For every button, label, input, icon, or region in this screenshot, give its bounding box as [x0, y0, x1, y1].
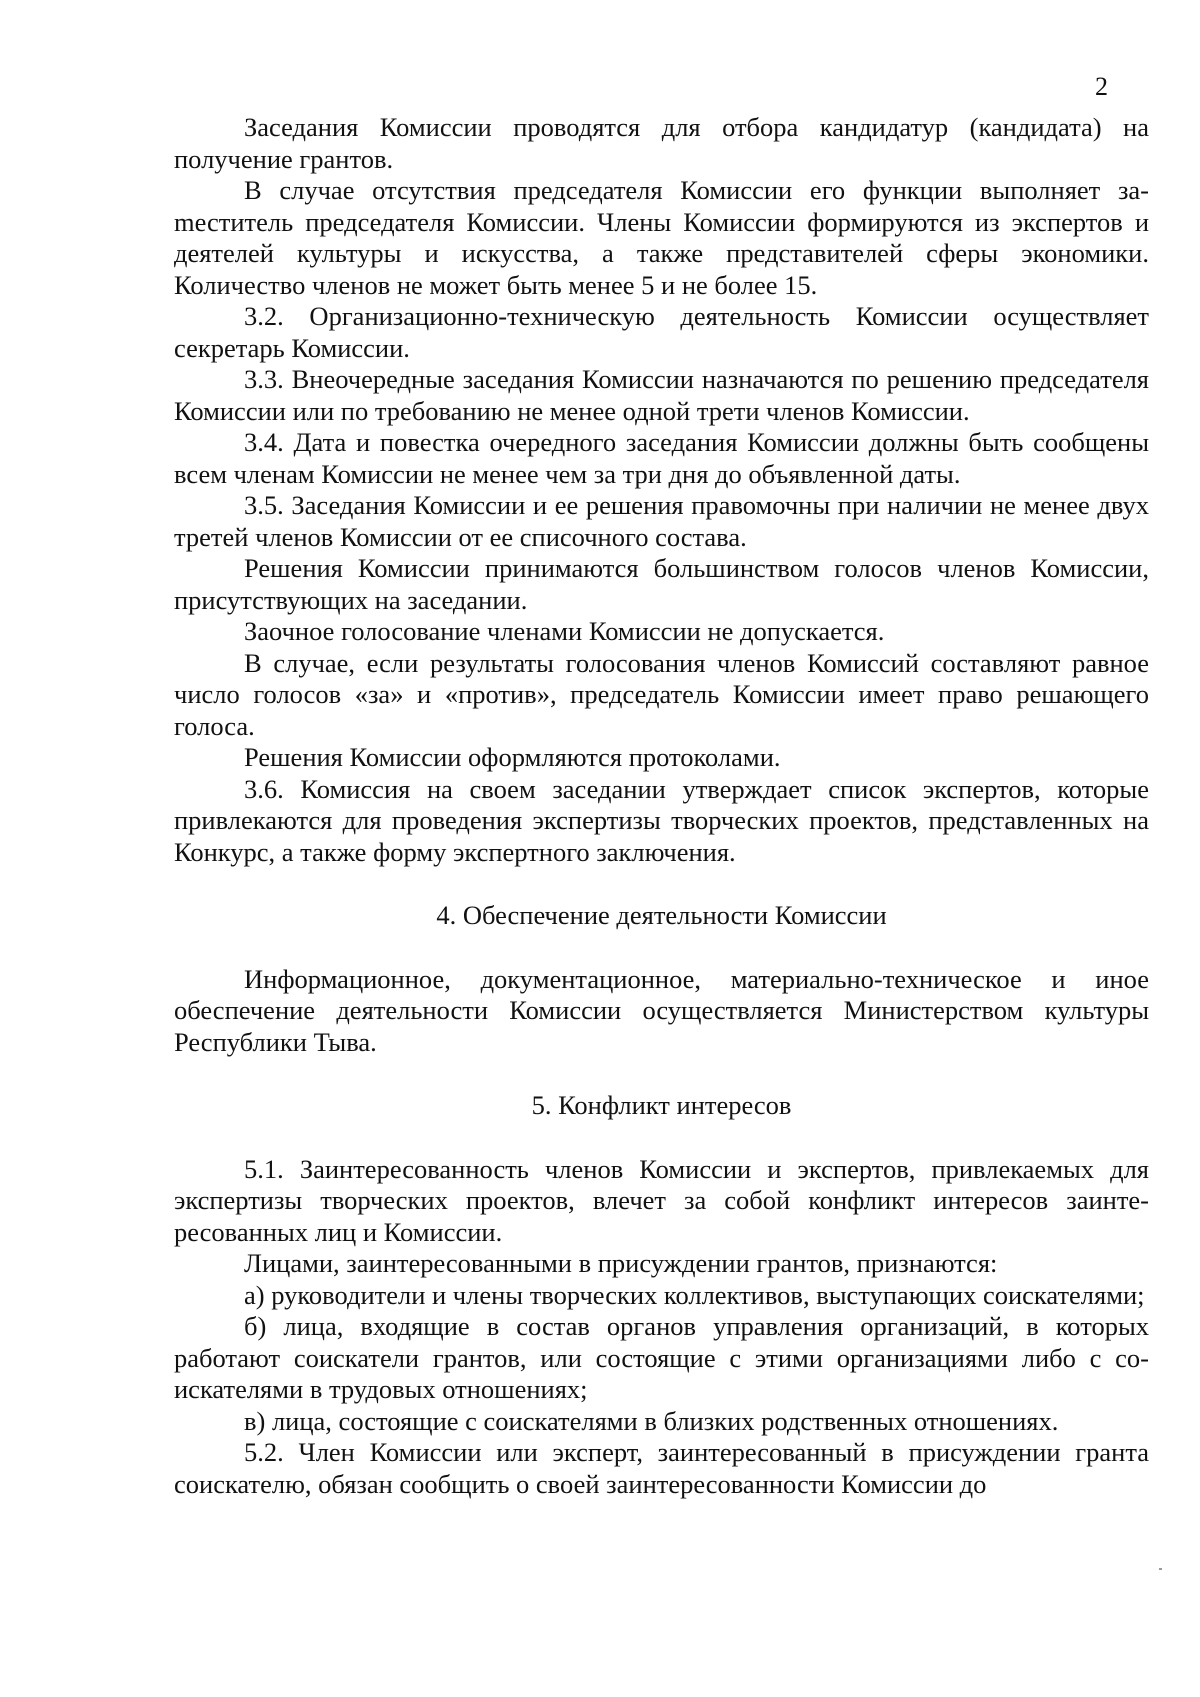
spacer: [174, 1122, 1149, 1154]
paragraph: 3.4. Дата и повестка очередного заседания Комиссии должны быть сообщены всем членам Комиссии не менее чем за три дня до объявленной даты.: [174, 427, 1149, 489]
spacer: [174, 1058, 1149, 1090]
section-heading: 4. Обеспечение деятельности Комиссии: [436, 900, 887, 930]
paragraph: Решения Комиссии принимаются большинством голосов членов Комиссии, присутствующих на заседании.: [174, 553, 1149, 615]
document-body: [174, 112, 1149, 1500]
paragraph: 3.5. Заседания Комиссии и ее решения правомочны при наличии не менее двух третей членов Комиссии от ее списочного состава.: [174, 490, 1149, 552]
paragraph: В случае отсутствия председателя Комиссии его функции выполняет заmеститель председателя Комиссии. Члены Комиссии формируются из экспертов и деятелей культуры и искусства, а также представителей сферы экономики. Количество членов не может быть менее 5 и не более 15.: [174, 175, 1149, 300]
paragraph: Заседания Комиссии проводятся для отбора кандидатур (кандидата) на получение грантов.: [174, 112, 1149, 174]
paragraph: 3.3. Внеочередные заседания Комиссии назначаются по решению председателя Комиссии или по требованию не менее одной трети членов Комиссии.: [174, 364, 1149, 426]
paragraph: 3.6. Комиссия на своем заседании утверждает список экспертов, которые привлекаются для проведения экспертизы творческих проектов, представленных на Конкурс, а также форму экспертного заключения.: [174, 773, 1149, 867]
section-heading: 5. Конфликт интересов: [531, 1090, 792, 1120]
paragraph: Лицами, заинтересованными в присуждении грантов, признаются:: [244, 1248, 998, 1278]
paragraph: Решения Комиссии оформляются протоколами.: [244, 742, 781, 772]
paragraph: Заочное голосование членами Комиссии не допускается.: [244, 616, 885, 646]
paragraph: 5.1. Заинтересованность членов Комиссии и экспертов, привлекаемых для экспертизы творческих проектов, влечет за собой конфликт интересов заинтересованных лиц и Комиссии.: [174, 1153, 1149, 1247]
paragraph: В случае, если результаты голосования членов Комиссий составляют равное число голосов «за» и «против», председатель Комиссии имеет право решающего голоса.: [174, 647, 1149, 741]
paragraph: 3.2. Организационно-техническую деятельность Комиссии осуществляет секретарь Комиссии.: [174, 301, 1149, 363]
spacer: [174, 868, 1149, 900]
scan-mark: [1159, 1568, 1162, 1570]
paragraph: б) лица, входящие в состав органов управления организаций, в которых работают соискатели грантов, или состоящие с этими организациями либо с соискателями в трудовых отношениях;: [174, 1311, 1149, 1404]
spacer: [174, 932, 1149, 964]
paragraph: а) руководители и члены творческих коллективов, выступающих соискателями;: [244, 1279, 1145, 1310]
paragraph: 5.2. Член Комиссии или эксперт, заинтересованный в присуждении гранта соискателю, обязан сообщить о своей заинтересованности Комиссии до: [174, 1437, 1149, 1499]
paragraph: Информационное, документационное, материально-техническое и иное обеспечение деятельности Комиссии осуществляется Министерством культуры Республики Тыва.: [174, 963, 1149, 1057]
paragraph: в) лица, состоящие с соискателями в близких родственных отношениях.: [244, 1405, 1059, 1436]
page-number: 2: [1095, 72, 1108, 101]
